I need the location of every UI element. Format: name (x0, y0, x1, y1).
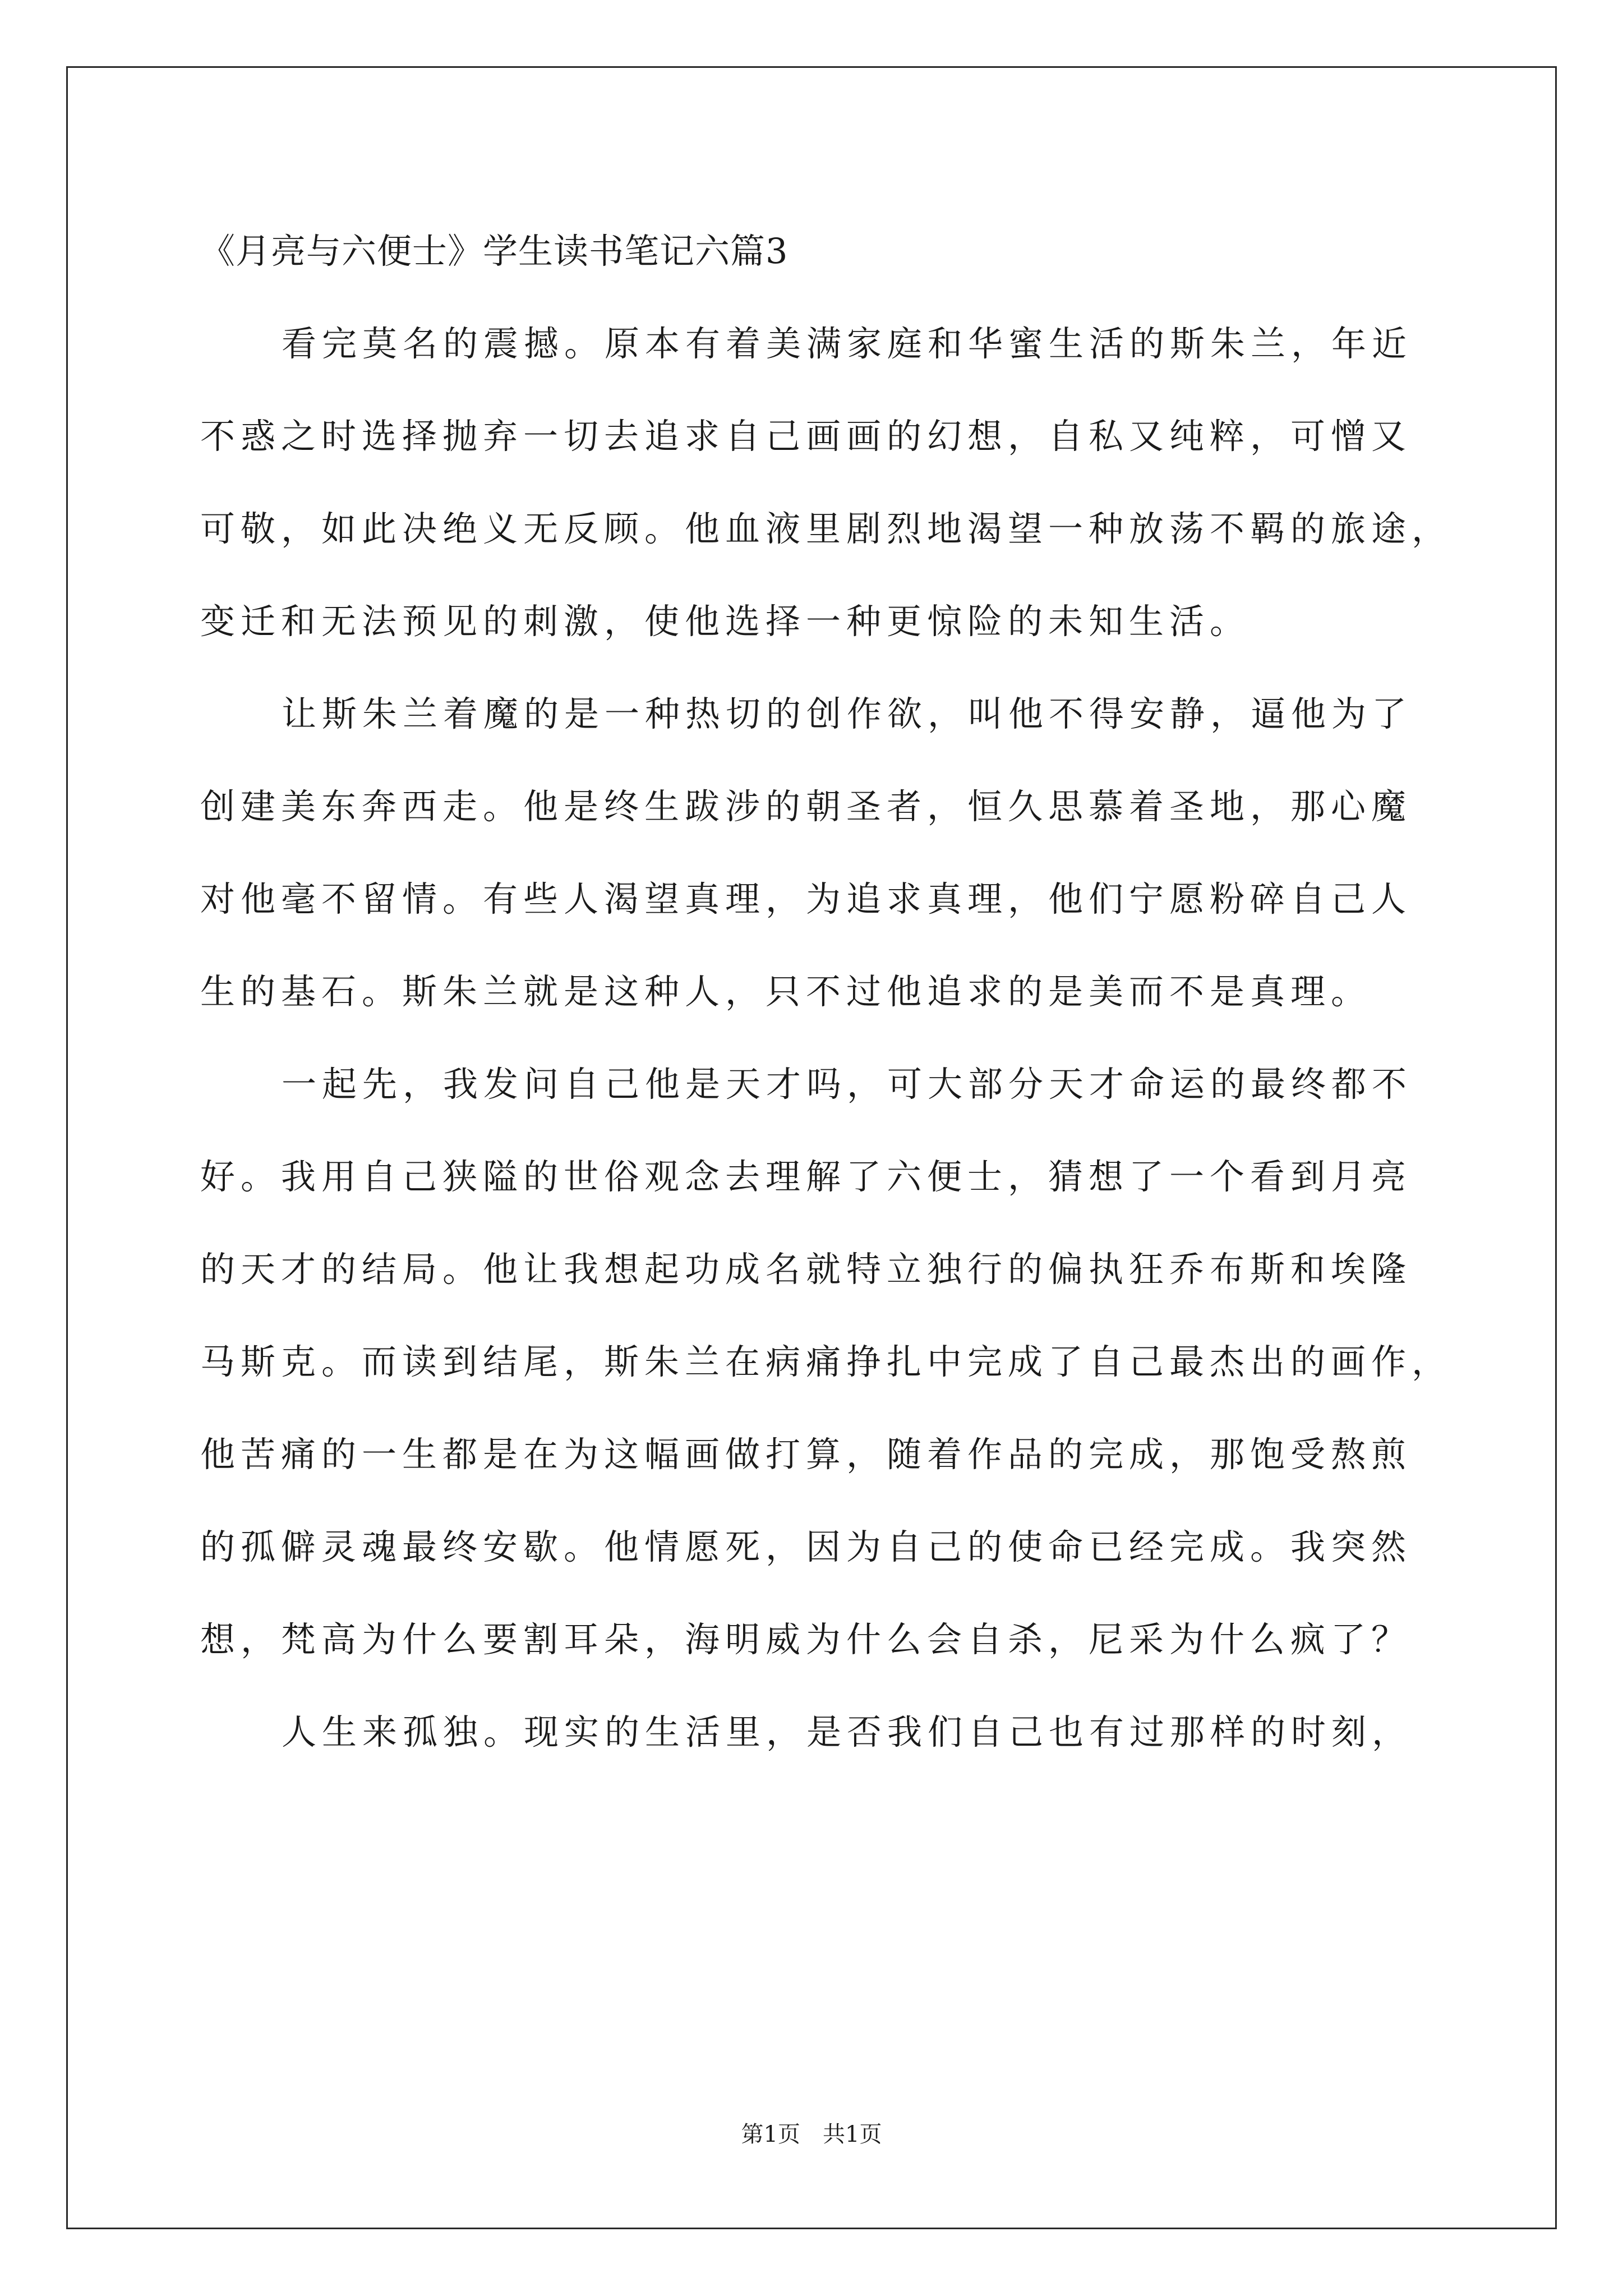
paragraph-line: 一起先，我发问自己他是天才吗，可大部分天才命运的最终都不 (282, 1064, 1413, 1105)
paragraph-line: 的孤僻灵魂最终安歇。他情愿死，因为自己的使命已经完成。我突然 (200, 1526, 1412, 1567)
paragraph-line: 让斯朱兰着魔的是一种热切的创作欲，叫他不得安静，逼他为了 (282, 693, 1413, 734)
paragraph-line: 人生来孤独。现实的生活里，是否我们自己也有过那样的时刻， (282, 1711, 1413, 1752)
paragraph-line: 想，梵高为什么要割耳朵，海明威为什么会自杀，尼采为什么疯了？ (200, 1619, 1412, 1660)
paragraph-line: 他苦痛的一生都是在为这幅画做打算，随着作品的完成，那饱受熬煎 (200, 1434, 1412, 1475)
paragraph-line: 变迁和无法预见的刺激，使他选择一种更惊险的未知生活。 (200, 601, 1251, 642)
paragraph-line: 马斯克。而读到结尾，斯朱兰在病痛挣扎中完成了自己最杰出的画作， (200, 1341, 1453, 1382)
paragraph-line: 好。我用自己狭隘的世俗观念去理解了六便士，猜想了一个看到月亮 (200, 1156, 1412, 1197)
page-number: 第1页 共1页 (741, 2122, 882, 2147)
paragraph-line: 可敬，如此决绝义无反顾。他血液里剧烈地渴望一种放荡不羁的旅途， (200, 508, 1453, 549)
paragraph-line: 看完莫名的震撼。原本有着美满家庭和华蜜生活的斯朱兰，年近 (282, 323, 1413, 364)
document-title: 《月亮与六便士》学生读书笔记六篇3 (200, 231, 789, 272)
paragraph-line: 生的基石。斯朱兰就是这种人，只不过他追求的是美而不是真理。 (200, 971, 1372, 1012)
paragraph-line: 对他毫不留情。有些人渴望真理，为追求真理，他们宁愿粉碎自己人 (200, 878, 1412, 919)
paragraph-line: 不惑之时选择抛弃一切去追求自己画画的幻想，自私又纯粹，可憎又 (200, 416, 1412, 457)
page-border (66, 66, 1557, 2229)
paragraph-line: 的天才的结局。他让我想起功成名就特立独行的偏执狂乔布斯和埃隆 (200, 1249, 1412, 1290)
paragraph-line: 创建美东奔西走。他是终生跋涉的朝圣者，恒久思慕着圣地，那心魔 (200, 786, 1412, 827)
